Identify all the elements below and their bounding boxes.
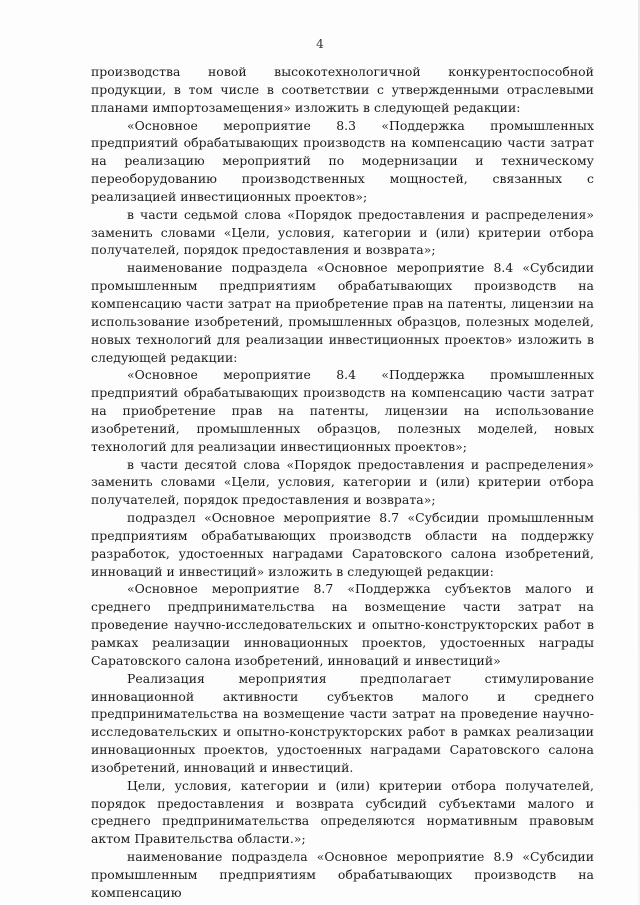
paragraph: наименование подраздела «Основное мероприятие 8.4 «Субсидии промышленным предприятиям обрабатывающих производств на компенсацию части затрат на приобретение прав на патенты, лицензии на использование изобретений, промышленных образцов, полезных моделей, новых технологий для реализации инвестиционных проектов» изложить в следующей редакции: — [91, 260, 594, 365]
paragraph: подраздел «Основное мероприятие 8.7 «Субсидии промышленным предприятиям обрабатывающих производств области на поддержку разработок, удостоенных наградами Саратовского салона изобретений, инноваций и инвестиций» изложить в следующей редакции: — [91, 510, 594, 579]
paragraph: Реализация мероприятия предполагает стимулирование инновационной активности субъектов малого и среднего предпринимательства на возмещение части затрат на проведение научно-исследовательских и опытно-конструкторских работ в рамках реализации инновационных проектов, удостоенных наградами Саратовского салона изобретений, инноваций и инвестиций. — [91, 670, 594, 775]
paragraph: производства новой высокотехнологичной конкурентоспособной продукции, в том числе в соответствии с утвержденными отраслевыми планами импортозамещения» изложить в следующей редакции: — [91, 64, 594, 115]
document-body — [91, 63, 594, 902]
paragraph: в части десятой слова «Порядок предоставления и распределения» заменить словами «Цели, условия, категории и (или) критерии отбора получателей, порядок предоставления и возврата»; — [91, 456, 594, 508]
page-number: 4 — [316, 37, 324, 51]
paragraph: Цели, условия, категории и (или) критерии отбора получателей, порядок предоставления и возврата субсидий субъектами малого и среднего предпринимательства определяются нормативным правовым актом Правительства области.»; — [91, 777, 594, 847]
paragraph: «Основное мероприятие 8.7 «Поддержка субъектов малого и среднего предпринимательства на возмещение части затрат на проведение научно-исследовательских и опытно-конструкторских работ в рамках реализации инновационных проектов, удостоенных награды Саратовского салона изобретений, инноваций и инвестиций» — [91, 581, 594, 668]
paragraph: «Основное мероприятие 8.3 «Поддержка промышленных предприятий обрабатывающих производств на компенсацию части затрат на реализацию мероприятий по модернизации и техническому переоборудованию производственных мощностей, связанных с реализацией инвестиционных проектов»; — [91, 117, 594, 204]
paragraph: в части седьмой слова «Порядок предоставления и распределения» заменить словами «Цели, условия, категории и (или) критерии отбора получателей, порядок предоставления и возврата»; — [91, 206, 594, 258]
paragraph: наименование подраздела «Основное мероприятие 8.9 «Субсидии промышленным предприятиям обрабатывающих производств на компенсацию — [91, 849, 594, 900]
paragraph: «Основное мероприятие 8.4 «Поддержка промышленных предприятий обрабатывающих производств на компенсацию части затрат на приобретение прав на патенты, лицензии на использование изобретений, промышленных образцов, полезных моделей, новых технологий для реализации инвестиционных проектов»; — [91, 367, 594, 454]
